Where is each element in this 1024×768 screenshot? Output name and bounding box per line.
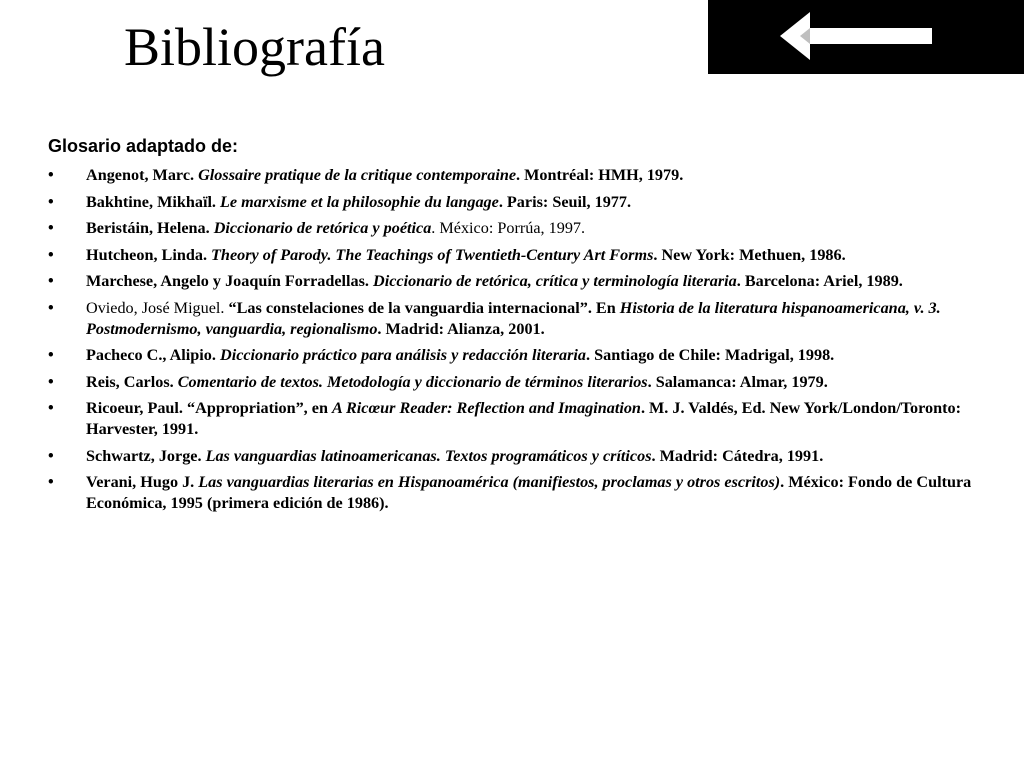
reference-item [48,271,978,292]
reference-item [48,446,978,467]
reference-work: Diccionario de retórica y poética [213,219,432,237]
reference-publication: . Madrid: Alianza, 2001. [377,319,545,338]
reference-publication: . Montréal: HMH, 1979. [516,166,684,184]
reference-work: A Ricœur Reader: Reflection and Imagination [332,399,641,417]
reference-work: Le marxisme et la philosophie du langage [220,192,499,211]
reference-work: Theory of Parody. The Teachings of Twentieth-Century Art Forms [211,245,654,264]
bullet: • [48,192,54,211]
reference-author: Angenot, Marc. [86,166,199,184]
back-button[interactable] [708,0,1024,74]
reference-item [48,298,978,340]
bullet: • [48,372,54,391]
reference-work: Las vanguardias latinoamericanas. Textos programáticos y críticos [205,446,652,465]
reference-author: Reis, Carlos. [86,372,178,391]
reference-work: Glossaire pratique de la critique contemporaine [198,166,517,184]
reference-item [48,372,978,393]
reference-item [48,165,978,186]
slide-title: Bibliografía [124,17,385,77]
reference-publication: . Salamanca: Almar, 1979. [647,372,828,391]
reference-publication: . Madrid: Cátedra, 1991. [651,446,824,465]
reference-publication: . Barcelona: Ariel, 1989. [736,272,903,290]
reference-author: Oviedo, José Miguel. [86,298,229,317]
reference-author: Verani, Hugo J. [86,473,199,491]
reference-item [48,192,978,213]
reference-author: Ricoeur, Paul. [86,399,188,417]
reference-publication: . New York: Methuen, 1986. [653,245,846,264]
reference-publication: . M. J. Valdés, Ed. New York/London/Toronto: Harvester, 1991. [86,399,962,438]
reference-article: “Las constelaciones de la vanguardia internacional”. En [228,298,620,317]
reference-item [48,472,978,514]
reference-work: Diccionario de retórica, crítica y terminología literaria [373,272,737,290]
reference-publication: . México: Fondo de Cultura Económica, 1995 (primera edición de 1986). [86,473,972,512]
reference-item [48,245,978,266]
reference-publication: . México: Porrúa, 1997. [431,219,586,237]
bullet: • [48,473,54,491]
reference-author: Marchese, Angelo y Joaquín Forradellas. [86,272,374,290]
reference-article: “Appropriation”, en [187,399,332,417]
reference-work: Las vanguardias literarias en Hispanoamérica (manifiestos, proclamas y otros escritos) [198,473,781,491]
reference-work: Diccionario práctico para análisis y redacción literaria [220,346,587,364]
reference-author: Pacheco C., Alipio. [86,346,220,364]
reference-item [48,218,978,239]
reference-item [48,398,978,440]
glossary-heading: Glosario adaptado de: [48,136,239,156]
reference-list [48,165,978,520]
bullet: • [48,166,54,184]
left-arrow-icon [776,8,938,64]
reference-work: Historia de la literatura hispanoamericana, v. 3. Postmodernismo, vanguardia, regionalismo [86,298,941,338]
bullet: • [48,446,54,465]
bullet: • [48,219,54,237]
reference-item [48,345,978,366]
reference-author: Schwartz, Jorge. [86,446,206,465]
reference-work: Comentario de textos. Metodología y diccionario de términos literarios [177,372,648,391]
bullet: • [48,298,54,317]
reference-publication: . Paris: Seuil, 1977. [498,192,632,211]
reference-author: Beristáin, Helena. [86,219,214,237]
reference-author: Hutcheon, Linda. [86,245,212,264]
bullet: • [48,346,54,364]
bullet: • [48,399,54,417]
reference-publication: . Santiago de Chile: Madrigal, 1998. [586,346,835,364]
reference-author: Bakhtine, Mikhaïl. [86,192,221,211]
bullet: • [48,245,54,264]
bullet: • [48,272,54,290]
